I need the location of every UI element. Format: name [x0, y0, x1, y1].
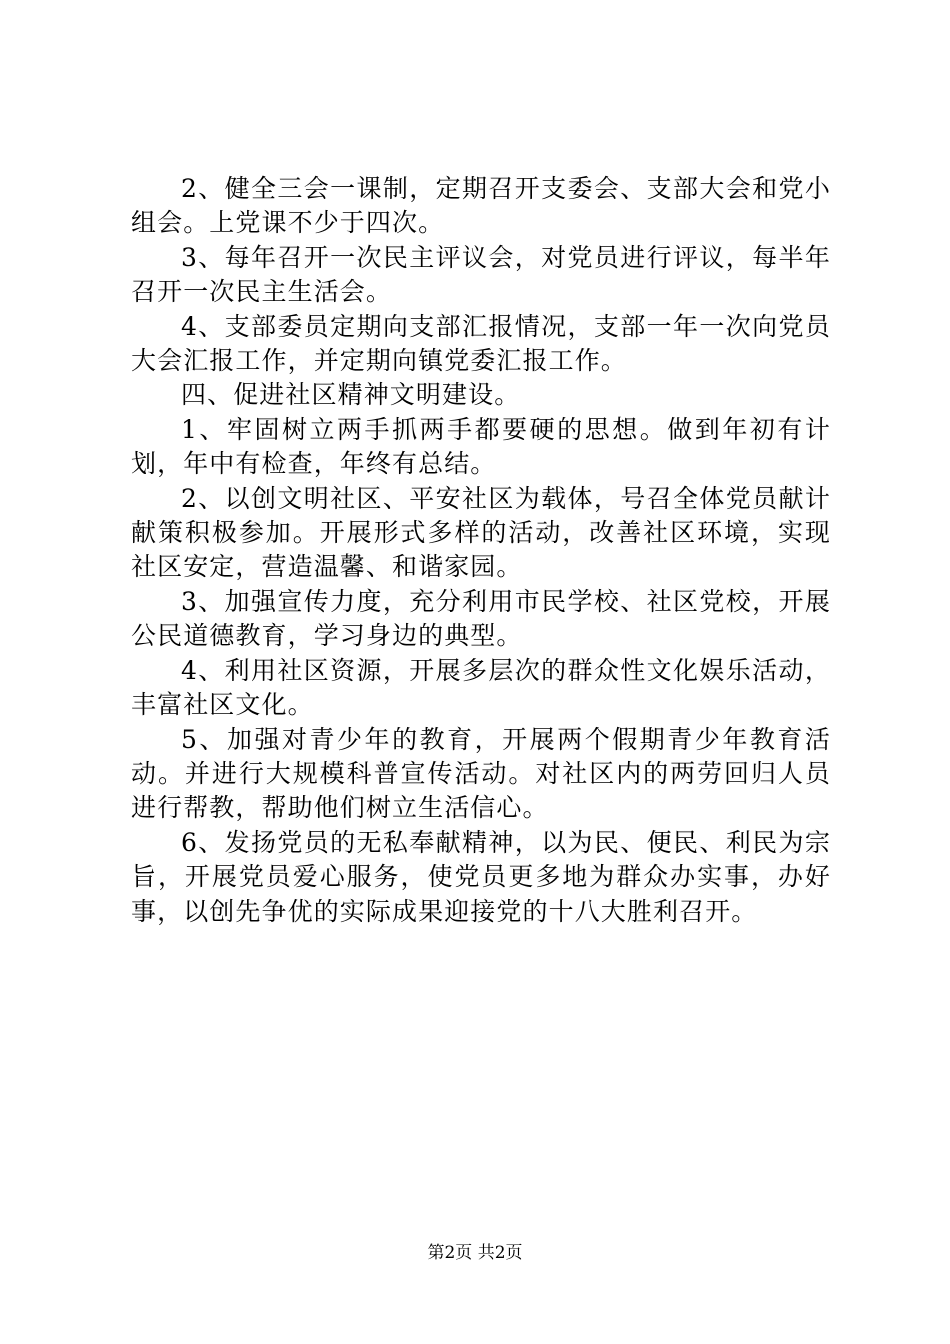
- paragraph: 6、发扬党员的无私奉献精神，以为民、便民、利民为宗旨，开展党员爱心服务，使党员更多地为群众办实事，办好事，以创先争优的实际成果迎接党的十八大胜利召开。: [131, 827, 831, 926]
- paragraph: 4、利用社区资源，开展多层次的群众性文化娱乐活动，丰富社区文化。: [131, 655, 831, 720]
- paragraph: 1、牢固树立两手抓两手都要硬的思想。做到年初有计划，年中有检查，年终有总结。: [131, 414, 831, 479]
- section-heading: 四、促进社区精神文明建设。: [181, 380, 521, 410]
- paragraph: 2、以创文明社区、平安社区为载体，号召全体党员献计献策积极参加。开展形式多样的活动，改善社区环境，实现社区安定，营造温馨、和谐家园。: [131, 483, 831, 582]
- paragraph: 4、支部委员定期向支部汇报情况，支部一年一次向党员大会汇报工作，并定期向镇党委汇报工作。: [131, 311, 831, 376]
- document-body: [131, 172, 831, 929]
- paragraph: 3、加强宣传力度，充分利用市民学校、社区党校，开展公民道德教育，学习身边的典型。: [131, 586, 831, 651]
- paragraph: 3、每年召开一次民主评议会，对党员进行评议，每半年召开一次民主生活会。: [131, 242, 831, 307]
- paragraph: 2、健全三会一课制，定期召开支委会、支部大会和党小组会。上党课不少于四次。: [131, 174, 831, 238]
- page-footer: 第2页 共2页: [427, 1243, 523, 1263]
- paragraph: 5、加强对青少年的教育，开展两个假期青少年教育活动。并进行大规模科普宣传活动。对社区内的两劳回归人员进行帮教，帮助他们树立生活信心。: [131, 724, 831, 823]
